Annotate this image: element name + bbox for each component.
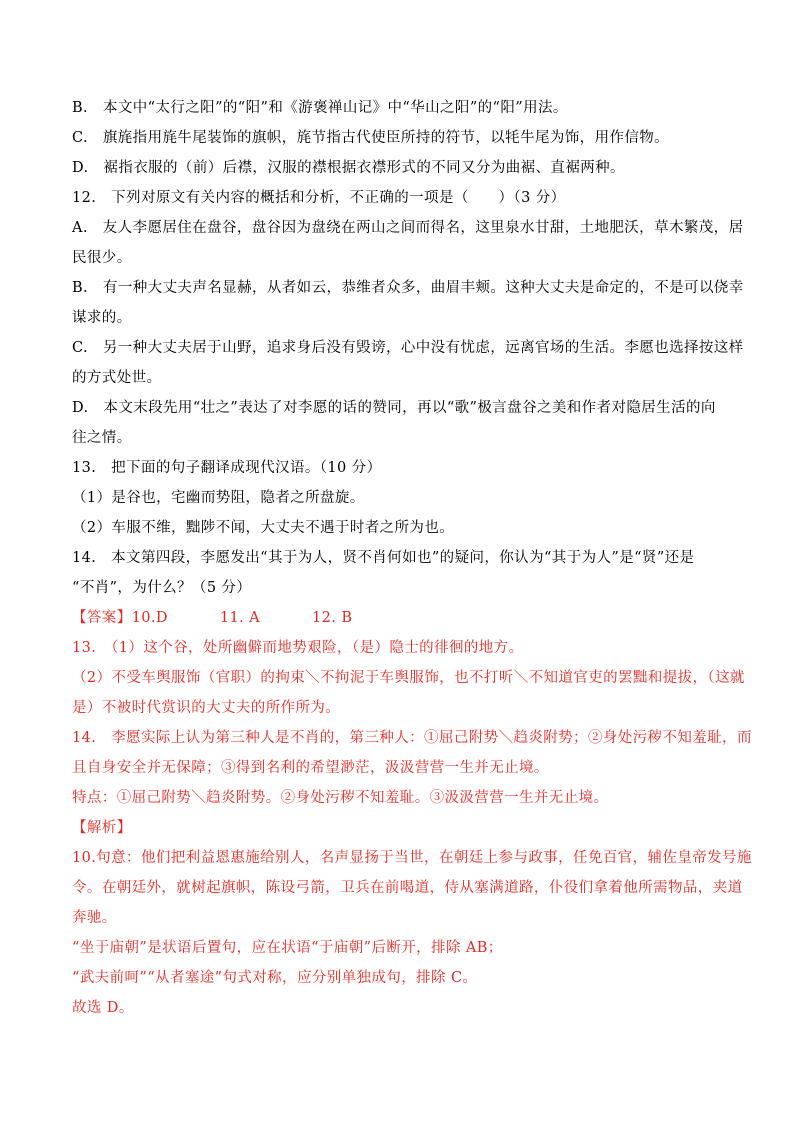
analysis-10-line1: 10.句意：他们把利益恩惠施给别人，名声显扬于当世，在朝廷上参与政事，任免百官，辅佐皇帝发号施 [72,850,752,866]
analysis-10-line4: “坐于庙朝”是状语后置句，应在状语“于庙朝”后断开，排除 AB； [72,940,503,956]
analysis-label: 【解析】 [72,820,132,836]
answer-13-2-line2: 是）不被时代赏识的大丈夫的所作所为。 [72,700,341,716]
q13-sentence-2: （2）车服不维，黜陟不闻，大丈夫不遇于时者之所为也。 [72,520,455,536]
q12-option-c-line2: 的方式处世。 [72,370,162,386]
q12-option-a-line1: A. 友人李愿居住在盘谷，盘谷因为盘绕在两山之间而得名，这里泉水甘甜，土地肥沃，草木繁茂，居 [72,220,744,236]
q13-stem: 13. 把下面的句子翻译成现代汉语。（10 分） [72,460,382,476]
analysis-10-line2: 令。在朝廷外，就树起旗帜，陈设弓箭，卫兵在前喝道，侍从塞满道路，仆役们拿着他所需物品，夹道 [72,880,743,896]
answer-14-line1: 14. 李愿实际上认为第三种人是不肖的，第三种人：①屈己附势＼趋炎附势；②身处污秽不知羞耻，而 [72,730,752,746]
analysis-10-line3: 奔驰。 [72,910,117,926]
q12-option-a-line2: 民很少。 [72,250,132,266]
q12-option-d-line2: 往之情。 [72,430,132,446]
answer-13-2-line1: （2）不受车舆服饰（官职）的拘束＼不拘泥于车舆服饰，也不打听＼不知道官吏的罢黜和提拔，（这就 [72,670,745,686]
q11-option-b: B. 本文中“太行之阳”的“阳”和《游褒禅山记》中“华山之阳”的“阳”用法。 [72,100,568,116]
q11-option-c: C. 旗旄指用旄牛尾装饰的旗帜，旄节指古代使臣所持的符节，以牦牛尾为饰，用作信物。 [72,130,670,146]
answer-label: 【答案】 [72,610,132,626]
answer-12: 12. B [312,610,353,626]
q12-stem: 12. 下列对原文有关内容的概括和分析，不正确的一项是（ ）（3 分） [72,190,566,206]
answer-11: 11. A [219,610,261,626]
analysis-10-line5: “武夫前呵”“从者塞途”句式对称，应分别单独成句，排除 C。 [72,970,478,986]
q12-option-b-line2: 谋求的。 [72,310,132,326]
q14-stem-line2: “不肖”，为什么？（5 分） [72,580,252,596]
analysis-10-conclusion: 故选 D。 [72,1000,134,1016]
answer-14-line2: 且自身安全并无保障；③得到名利的希望渺茫，汲汲营营一生并无止境。 [72,760,549,776]
answer-14-traits: 特点：①屈己附势＼趋炎附势。②身处污秽不知羞耻。③汲汲营营一生并无止境。 [72,790,609,806]
q12-option-b-line1: B. 有一种大丈夫声名显赫，从者如云，恭维者众多，曲眉丰颊。这种大丈夫是命定的，不是可以侥幸 [72,280,744,296]
answer-summary-line [72,608,732,628]
q11-option-d: D. 裾指衣服的（前）后襟，汉服的襟根据衣襟形式的不同又分为曲裾、直裾两种。 [72,160,625,176]
q12-option-c-line1: C. 另一种大丈夫居于山野，追求身后没有毁谤，心中没有忧虑，远离官场的生活。李愿也选择按这样 [72,340,744,356]
answer-13-1: 13. （1）这个谷，处所幽僻而地势艰险，（是）隐士的徘徊的地方。 [72,640,524,656]
answer-10: 10.D [131,610,168,626]
q14-stem-line1: 14. 本文第四段，李愿发出“其于为人，贤不肖何如也”的疑问，你认为“其于为人”是“贤”还是 [72,550,695,566]
q13-sentence-1: （1）是谷也，宅幽而势阻，隐者之所盘旋。 [72,490,365,506]
q12-option-d-line1: D. 本文末段先用“壮之”表达了对李愿的话的赞同，再以“歌”极言盘谷之美和作者对隐居生活的向 [72,400,716,416]
